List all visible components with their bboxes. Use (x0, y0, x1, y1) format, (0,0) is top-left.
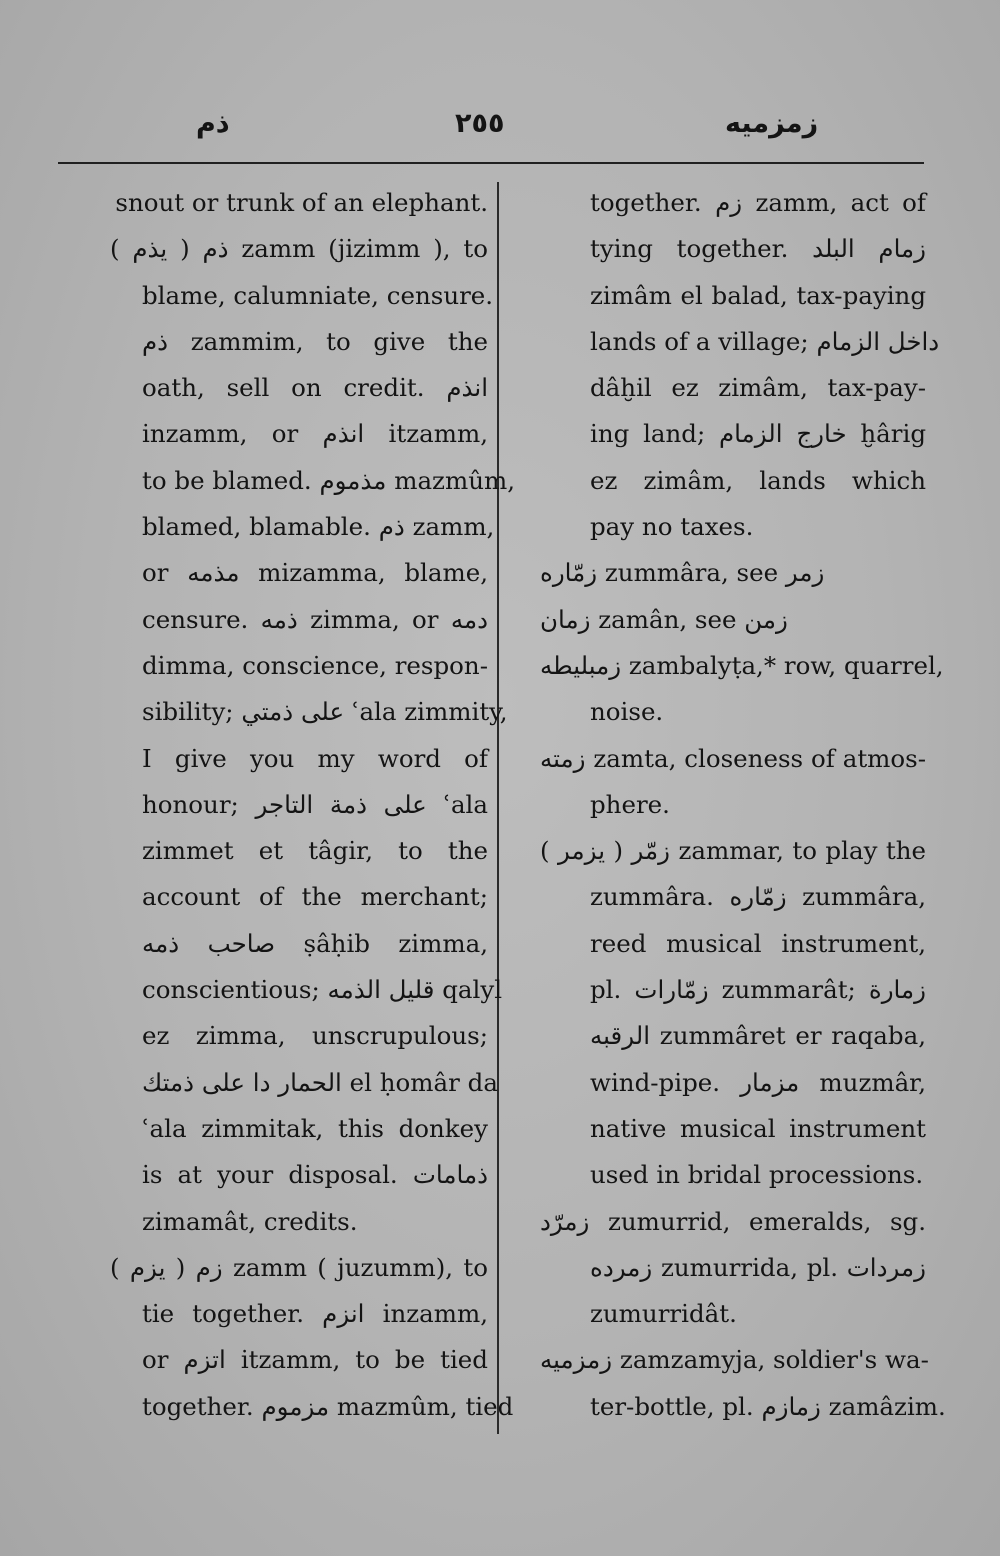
text-line: native musical instrument (590, 1113, 926, 1143)
text-line: dimma, conscience, respon- (142, 650, 488, 680)
text-line: زمرّد zumurrid, emeralds, sg. (540, 1206, 926, 1236)
text-line: tying together. زمام البلد (590, 234, 926, 264)
text-line: I give you my word of (142, 743, 488, 773)
text-line: is at your disposal. ذمامات (142, 1160, 488, 1190)
text-line: sibility; على ذمتي ʿala zimmity, (142, 697, 508, 727)
text-line: blame, calumniate, censure. (142, 280, 494, 310)
text-line: tie together. انزم inzamm, (142, 1299, 488, 1329)
text-line: together. زم zamm, act of (590, 188, 927, 217)
text-line: pl. زمّارات zummarât; زمارة (590, 975, 926, 1005)
text-line: زمان zamân, see زمن (540, 604, 788, 634)
text-line: زمّاره zummâra, see زمر (540, 558, 825, 588)
header-rule (58, 162, 924, 164)
text-line: account of the merchant; (142, 882, 488, 912)
text-line: زم ( يزم ) zamm ( juzumm), to (110, 1252, 488, 1282)
text-line: phere. (590, 789, 670, 819)
text-line: to be blamed. مذموم mazmûm, (142, 465, 515, 495)
text-line: reed musical instrument, (590, 928, 926, 958)
text-line: wind-pipe. مزمار muzmâr, (590, 1067, 926, 1097)
text-line: ing land; خارج الزمام ḫârig (590, 419, 927, 449)
text-line: ez zimma, unscrupulous; (142, 1021, 488, 1051)
text-line: snout or trunk of an elephant. (115, 188, 488, 217)
page-number: ٢٥٥ (455, 108, 505, 139)
text-line: pay no taxes. (590, 512, 754, 542)
text-line: zimâm el balad, tax-paying (590, 280, 926, 310)
text-line: conscientious; قليل الذمه qalyl (142, 975, 503, 1005)
text-line: زمرده zumurrida, pl. زمردات (590, 1252, 926, 1282)
text-line: زمته zamta, closeness of atmos- (540, 743, 926, 773)
right-column (540, 180, 946, 1430)
text-line: ter-bottle, pl. زمازم zamâzim. (590, 1391, 946, 1421)
text-line: صاحب ذمه ṣâḥib zimma, (142, 928, 489, 958)
text-line: زمبليطه zambalyṭa,* row, quarrel, (540, 650, 944, 680)
text-line: censure. ذمه zimma, or دمه (142, 604, 489, 634)
text-line: oath, sell on credit. انذم (142, 373, 488, 403)
text-line: zummâra. زمّاره zummâra, (590, 882, 926, 912)
column-divider (497, 182, 499, 1434)
text-line: used in bridal processions. (590, 1160, 924, 1190)
header-right-catchword: زمزميه (725, 108, 819, 139)
text-line: or اتزم itzamm, to be tied (142, 1345, 488, 1375)
text-line: dâḫil ez zimâm, tax-pay- (590, 373, 926, 403)
text-line: زمزميه zamzamyja, soldier's wa- (540, 1345, 929, 1375)
text-line: ذم zammim, to give the (142, 326, 488, 356)
text-line: زمّر ( يزمر ) zammar, to play the (540, 836, 927, 866)
text-line: lands of a village; داخل الزمام (590, 326, 940, 356)
text-line: الحمار دا على ذمتك el ḥomâr da (142, 1067, 498, 1097)
text-line: zimamât, credits. (142, 1206, 358, 1236)
text-line: الرقبه zummâret er raqaba, (590, 1021, 926, 1051)
text-line: ʿala zimmitak, this donkey (142, 1113, 488, 1143)
text-line: together. مزموم mazmûm, tied (142, 1391, 514, 1421)
text-line: zumurridât. (590, 1299, 737, 1329)
text-line: ذم ( يذم ) zamm (jizimm ), to (110, 234, 488, 264)
text-line: blamed, blamable. ذم zamm, (142, 512, 495, 542)
text-line: noise. (590, 697, 664, 727)
text-line: inzamm, or انذم itzamm, (142, 419, 488, 449)
page-header (0, 108, 1000, 152)
header-left-catchword: ذم (196, 108, 230, 139)
left-column (110, 180, 515, 1430)
text-line: ez zimâm, lands which (590, 465, 926, 495)
text-line: zimmet et tâgir, to the (142, 836, 488, 866)
text-line: honour; على ذمة التاجر ʿala (142, 789, 488, 819)
text-line: or مذمه mizamma, blame, (142, 558, 488, 588)
